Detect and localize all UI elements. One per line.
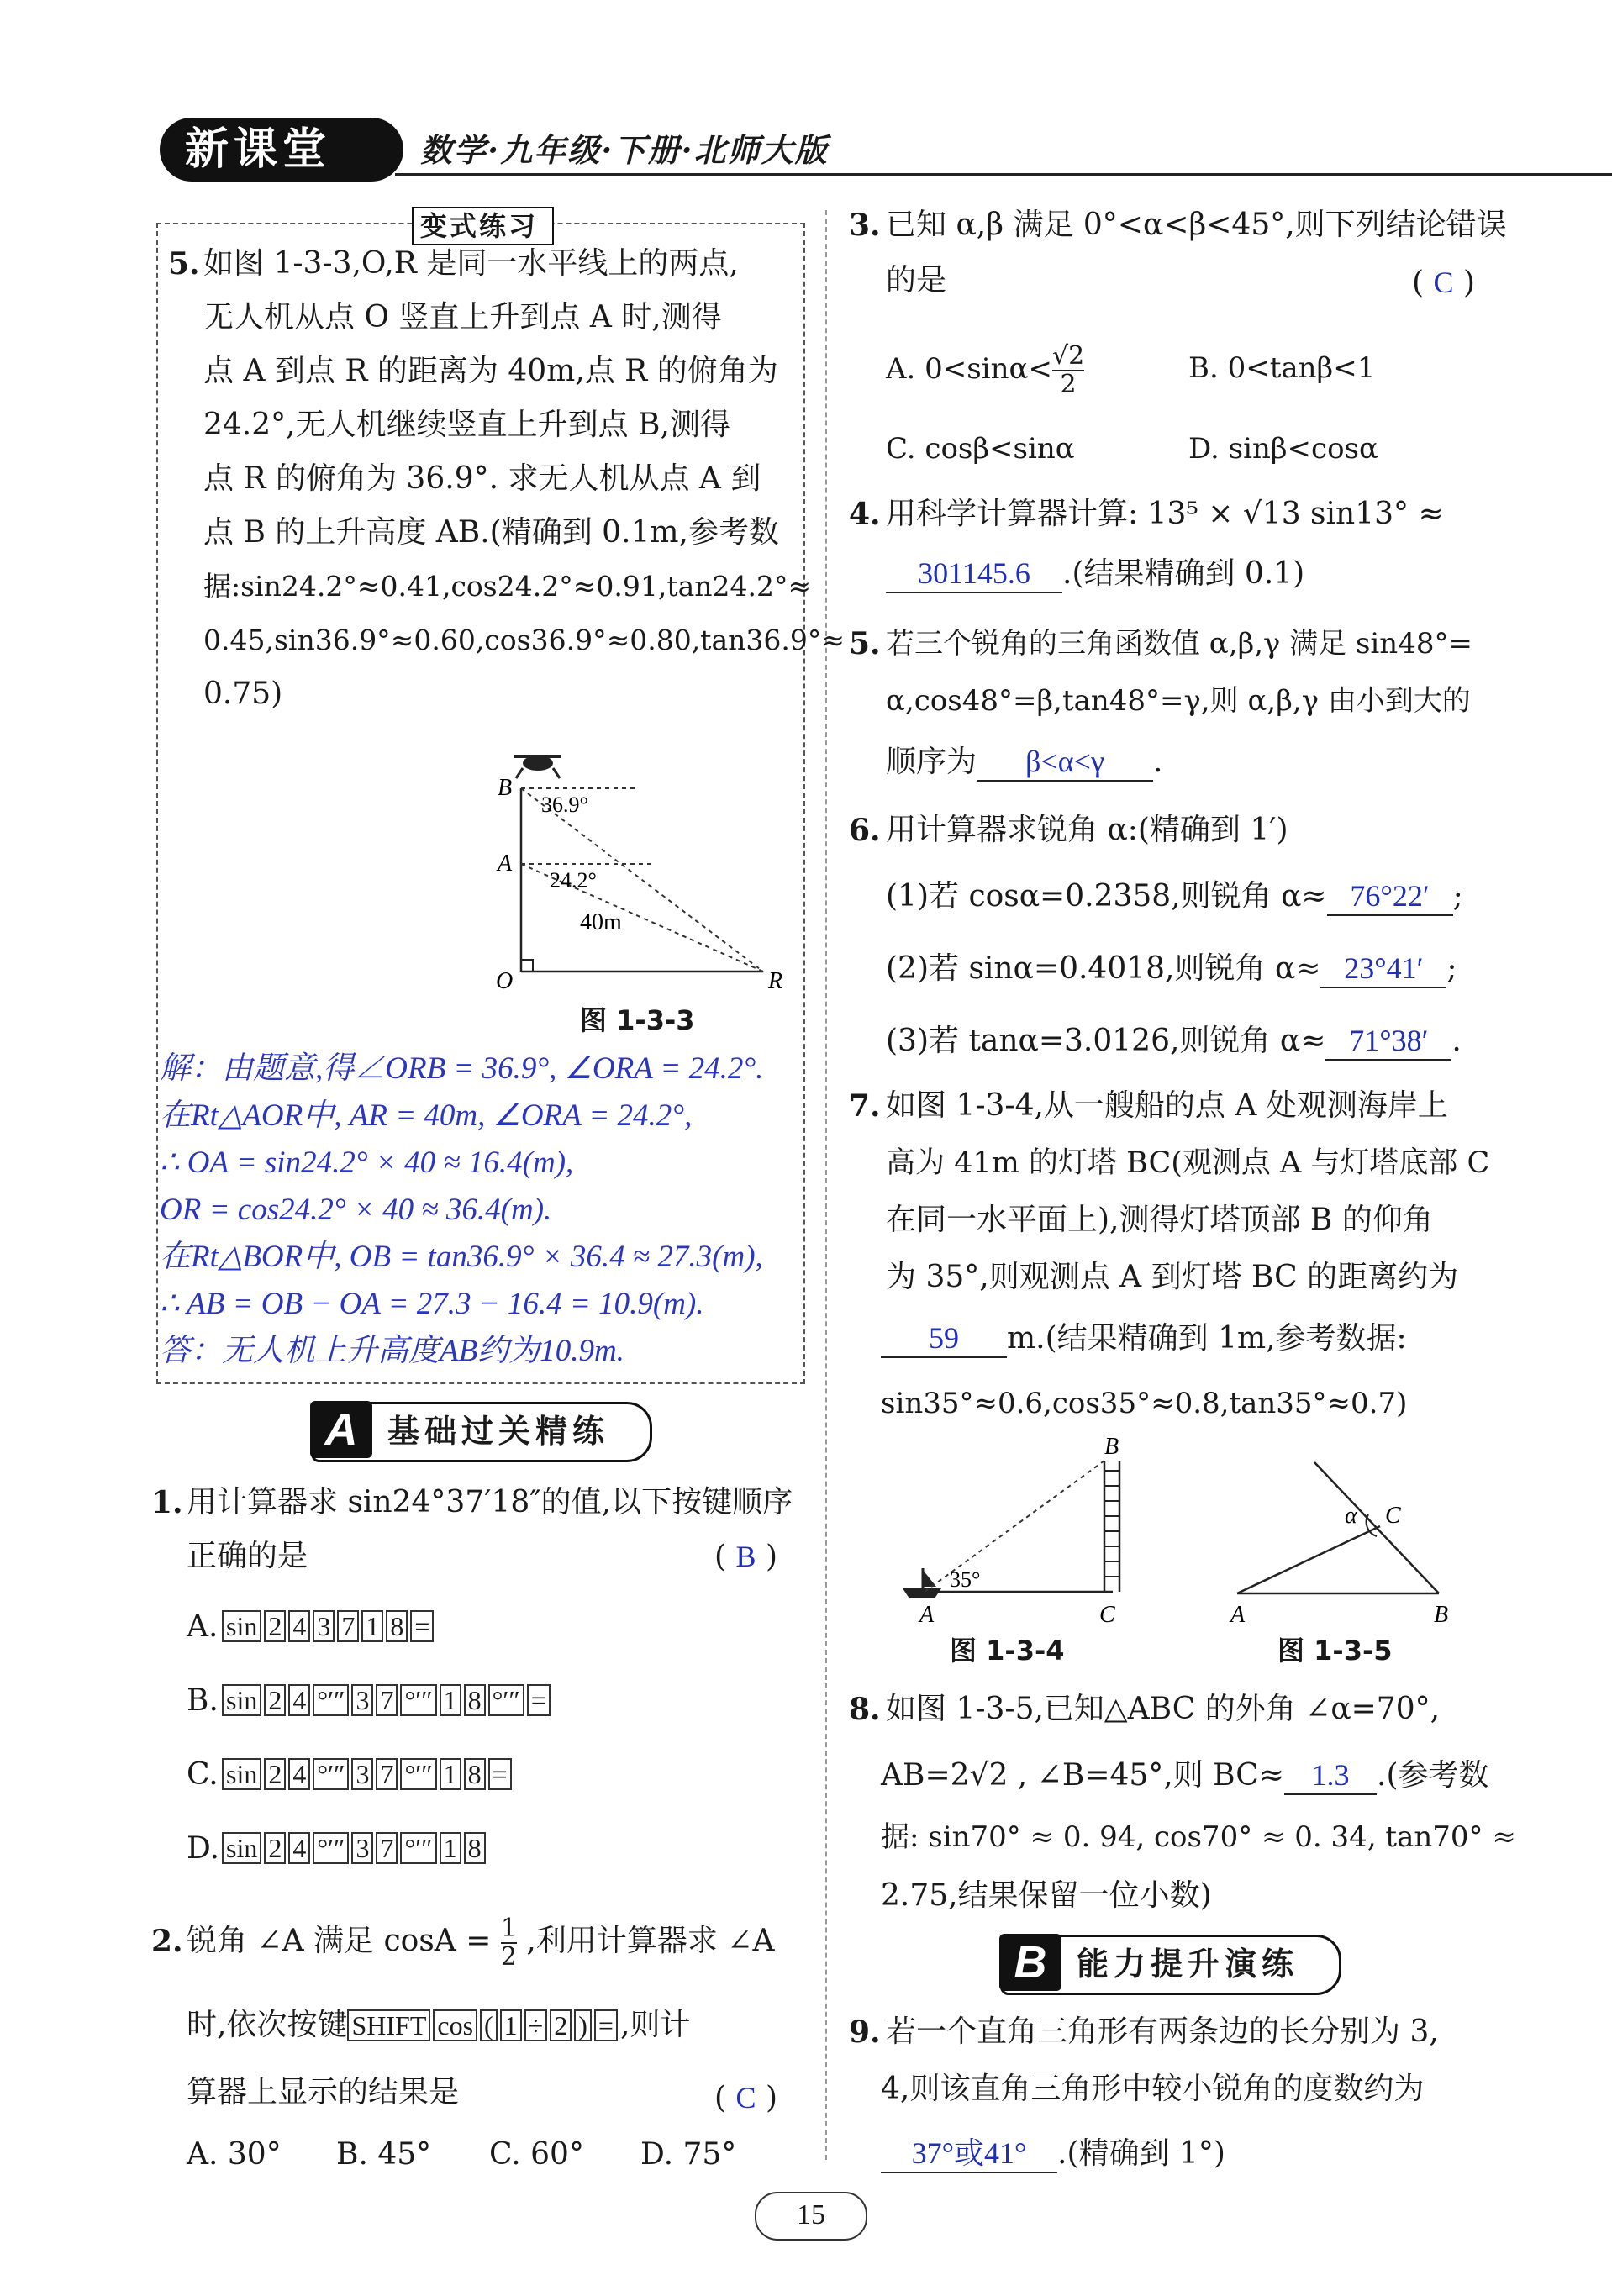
- q8-line2b: .(参考数: [1377, 1758, 1489, 1793]
- figure-1-3-5-caption: 图 1-3-5: [1277, 1635, 1393, 1667]
- left-q5-line: 点 B 的上升高度 AB.(精确到 0.1m,参考数: [203, 515, 780, 550]
- solution-line: 在Rt△AOR中, AR = 40m, ∠ORA = 24.2°,: [160, 1098, 693, 1133]
- q8-line2a: AB=2√2 , ∠B=45°,则 BC≈: [881, 1758, 1285, 1793]
- label-b: B: [1434, 1602, 1449, 1628]
- key: 2: [264, 1684, 286, 1716]
- q2-line2a: 时,依次按键: [187, 2008, 348, 2042]
- q8-answer: 1.3: [1284, 1756, 1377, 1795]
- label-alpha: α: [1345, 1503, 1357, 1529]
- variant-label-text: 变式练习: [420, 210, 539, 242]
- q2-option-c: C. 60°: [489, 2137, 584, 2172]
- key: 8: [464, 1684, 486, 1716]
- q9-number: 9.: [849, 2014, 881, 2050]
- q8-line1: 如图 1-3-5,已知△ABC 的外角 ∠α=70°,: [886, 1692, 1441, 1726]
- q6-item-end: .: [1451, 1024, 1462, 1058]
- key: 1: [440, 1758, 461, 1790]
- figure-1-3-5: [1219, 1446, 1471, 1639]
- q8-number: 8.: [849, 1692, 881, 1727]
- left-q5-line: 点 A 到点 R 的距离为 40m,点 R 的俯角为: [203, 354, 778, 388]
- key: 2: [264, 1832, 286, 1864]
- section-b-badge: B: [999, 1934, 1061, 1991]
- header-subtitle: 数学·九年级·下册·北师大版: [420, 131, 829, 169]
- q2-line3: 算器上显示的结果是: [187, 2075, 460, 2109]
- rq5-number: 5.: [849, 626, 881, 661]
- q4-number: 4.: [849, 497, 881, 532]
- rq5-line1: 若三个锐角的三角函数值 α,β,γ 满足 sin48°=: [886, 627, 1472, 661]
- q2-frac-den: 2: [500, 1942, 517, 1972]
- q2-option-d: D. 75°: [640, 2137, 737, 2172]
- key: 8: [464, 1758, 486, 1790]
- q1-keys: [222, 1832, 488, 1864]
- q6-answer: 23°41′: [1320, 950, 1446, 988]
- q6-item-end: ;: [1446, 951, 1457, 986]
- column-divider: [825, 210, 827, 2160]
- q6-item-3: [886, 1022, 1462, 1061]
- key: ÷: [524, 2009, 548, 2041]
- solution-line: 解：由题意,得∠ORB = 36.9°, ∠ORA = 24.2°.: [160, 1051, 764, 1086]
- key: (: [480, 2009, 498, 2041]
- q2-answer-bracket: ( C ): [714, 2081, 778, 2115]
- rq5-line2: α,cos48°=β,tan48°=γ,则 α,β,γ 由小到大的: [886, 684, 1471, 718]
- q1-option-label: A.: [187, 1609, 219, 1644]
- q7-number: 7.: [849, 1088, 881, 1124]
- page-number-badge: [755, 2192, 867, 2241]
- key: 1: [440, 1684, 461, 1716]
- key: cos: [433, 2009, 477, 2041]
- q1-keys: [222, 1610, 436, 1642]
- q9-line1: 若一个直角三角形有两条边的长分别为 3,: [886, 2014, 1439, 2049]
- key: °′″: [400, 1758, 436, 1790]
- left-q5-line: 0.75): [203, 677, 283, 711]
- q3-answer-bracket: ( C ): [1412, 266, 1476, 300]
- q2-options: [187, 2136, 825, 2173]
- key: 3: [351, 1684, 373, 1716]
- q6-line1: 用计算器求锐角 α:(精确到 1′): [886, 813, 1288, 847]
- key: 4: [288, 1832, 310, 1864]
- key: 7: [376, 1832, 398, 1864]
- q7-line5: [881, 1319, 1407, 1358]
- key: 8: [386, 1610, 408, 1642]
- q8-line3: 据: sin70° ≈ 0. 94, cos70° ≈ 0. 34, tan70° ≈: [881, 1820, 1516, 1854]
- q8-line2: [881, 1756, 1489, 1795]
- key: sin: [222, 1832, 261, 1864]
- q7-line6: sin35°≈0.6,cos35°≈0.8,tan35°≈0.7): [881, 1387, 1408, 1420]
- key: =: [594, 2009, 618, 2041]
- solution-line: ∴ AB = OB − OA = 27.3 − 16.4 = 10.9(m).: [160, 1287, 704, 1321]
- q2-number: 2.: [151, 1924, 183, 1959]
- q2-option-b: B. 45°: [336, 2137, 432, 2172]
- section-b-banner: [1000, 1935, 1341, 1995]
- key: 4: [288, 1610, 310, 1642]
- q1-answer-bracket: ( B ): [714, 1540, 778, 1574]
- key: °′″: [488, 1684, 524, 1716]
- key: 3: [313, 1610, 335, 1642]
- key: 1: [500, 2009, 522, 2041]
- q4-answer: 301145.6: [886, 555, 1062, 593]
- q3-fraction: [1052, 343, 1084, 398]
- section-a-title: 基础过关精练: [387, 1413, 610, 1450]
- angle-24-2: 24.2°: [550, 868, 597, 893]
- q3-frac-den: 2: [1052, 370, 1084, 398]
- key: 3: [351, 1832, 373, 1864]
- q3-option-d: D. sinβ<cosα: [1188, 432, 1378, 466]
- figure-1-3-4-caption: 图 1-3-4: [950, 1635, 1065, 1667]
- key: 4: [288, 1684, 310, 1716]
- q3-line1: 已知 α,β 满足 0°<α<β<45°,则下列结论错误: [886, 208, 1507, 242]
- q6-item-text: (3)若 tanα=3.0126,则锐角 α≈: [886, 1024, 1326, 1058]
- solution-line: OR = cos24.2° × 40 ≈ 36.4(m).: [160, 1193, 552, 1227]
- key: °′″: [313, 1832, 349, 1864]
- solution-line: 答：无人机上升高度AB约为10.9m.: [160, 1334, 624, 1368]
- q6-answer: 71°38′: [1325, 1022, 1451, 1061]
- q3-line2: 的是: [886, 263, 947, 298]
- q1-option-label: C.: [187, 1757, 219, 1792]
- label-a: A: [1230, 1602, 1246, 1628]
- key: °′″: [400, 1684, 436, 1716]
- label-b: B: [498, 775, 513, 801]
- q8-line4: 2.75,结果保留一位小数): [881, 1878, 1212, 1913]
- q1-keys: [222, 1684, 553, 1716]
- q1-number: 1.: [151, 1485, 183, 1520]
- key: 7: [376, 1684, 398, 1716]
- q7-line4: 为 35°,则观测点 A 到灯塔 BC 的距离约为: [886, 1260, 1459, 1294]
- q6-item-text: (1)若 cosα=0.2358,则锐角 α≈: [886, 879, 1327, 914]
- key: °′″: [313, 1684, 349, 1716]
- section-a-badge: A: [310, 1401, 372, 1458]
- key: sin: [222, 1610, 261, 1642]
- key: ): [574, 2009, 592, 2041]
- key: =: [488, 1758, 512, 1790]
- section-b-title: 能力提升演练: [1077, 1946, 1299, 1983]
- key: sin: [222, 1758, 261, 1790]
- header-rule: [395, 173, 1612, 176]
- left-q5-line: 如图 1-3-3,O,R 是同一水平线上的两点,: [203, 246, 739, 281]
- q9-tail: .(精确到 1°): [1057, 2136, 1225, 2171]
- q3-option-c: C. cosβ<sinα: [886, 432, 1075, 466]
- key: 2: [264, 1758, 286, 1790]
- q3-option-a: [886, 331, 1084, 407]
- left-q5-line: 无人机从点 O 竖直上升到点 A 时,测得: [203, 300, 722, 334]
- key: 4: [288, 1758, 310, 1790]
- angle-36-9: 36.9°: [541, 793, 588, 817]
- left-q5-line: 0.45,sin36.9°≈0.60,cos36.9°≈0.80,tan36.9°≈: [203, 624, 845, 656]
- q7-line3: 在同一水平面上),测得灯塔顶部 B 的仰角: [886, 1203, 1433, 1237]
- boat-icon: [903, 1568, 941, 1598]
- key: 7: [376, 1758, 398, 1790]
- q7-line2: 高为 41m 的灯塔 BC(观测点 A 与灯塔底部 C: [886, 1146, 1490, 1180]
- q3-number: 3.: [849, 208, 881, 243]
- q3-option-b: B. 0<tanβ<1: [1188, 351, 1376, 385]
- q6-item-end: ;: [1452, 879, 1463, 914]
- key: =: [410, 1610, 434, 1642]
- q1-option-label: B.: [187, 1683, 219, 1718]
- q4-tail: .(结果精确到 0.1): [1062, 556, 1305, 591]
- q6-item-1: [886, 877, 1463, 916]
- angle-35: 35°: [950, 1567, 981, 1592]
- left-q5-line: 24.2°,无人机继续竖直上升到点 B,测得: [203, 408, 730, 442]
- label-r: R: [768, 968, 783, 994]
- q1-option-label: D.: [187, 1831, 220, 1866]
- key: 2: [264, 1610, 286, 1642]
- q7-line1: 如图 1-3-4,从一艘船的点 A 处观测海岸上: [886, 1088, 1448, 1123]
- q6-item-2: [886, 950, 1457, 988]
- q9-answer: 37°或41°: [881, 2135, 1057, 2173]
- key: 8: [464, 1832, 486, 1864]
- rq5-line3-text: 顺序为: [886, 745, 977, 779]
- figure-1-3-3: [479, 740, 815, 1017]
- key: =: [527, 1684, 551, 1716]
- q7-tail: m.(结果精确到 1m,参考数据:: [1007, 1321, 1407, 1356]
- key: 3: [351, 1758, 373, 1790]
- q3-frac-num: √2: [1051, 341, 1085, 371]
- q6-number: 6.: [849, 813, 881, 848]
- distance-40m: 40m: [580, 909, 622, 935]
- q1-line1: 用计算器求 sin24°37′18″的值,以下按键顺序: [187, 1485, 793, 1519]
- key: sin: [222, 1684, 261, 1716]
- q2-line1a: 锐角 ∠A 满足 cosA =: [187, 1924, 492, 1958]
- label-a: A: [919, 1602, 935, 1628]
- label-c: C: [1385, 1503, 1401, 1529]
- key: 7: [337, 1610, 359, 1642]
- header-logo: [160, 118, 403, 182]
- q6-answer: 76°22′: [1327, 877, 1453, 916]
- figure-1-3-3-caption: 图 1-3-3: [580, 1004, 695, 1036]
- left-q5-number: 5.: [168, 246, 200, 282]
- key: 2: [550, 2009, 572, 2041]
- section-a-banner: [311, 1402, 652, 1462]
- left-q5-line: 点 R 的俯角为 36.9°. 求无人机从点 A 到: [203, 461, 761, 496]
- solution-line: ∴ OA = sin24.2° × 40 ≈ 16.4(m),: [160, 1145, 574, 1180]
- rq5-answer: β<α<γ: [977, 743, 1153, 782]
- q7-answer: 59: [881, 1319, 1007, 1358]
- drone-icon: [514, 756, 561, 778]
- q2-frac-num: 1: [500, 1914, 517, 1943]
- q3-option-a-text: A. 0<sinα<: [886, 352, 1052, 386]
- lighthouse-ladder: [1104, 1461, 1119, 1592]
- q4-line1: 用科学计算器计算: 13⁵ × √13 sin13° ≈: [886, 497, 1444, 531]
- q2-line1b: ,利用计算器求 ∠A: [526, 1924, 775, 1958]
- q2-line2: [187, 2007, 690, 2044]
- q2-fraction: [501, 1915, 517, 1971]
- key: °′″: [400, 1832, 436, 1864]
- q1-answer: B: [735, 1540, 756, 1573]
- page-number: 15: [797, 2199, 825, 2230]
- q6-item-text: (2)若 sinα=0.4018,则锐角 α≈: [886, 951, 1321, 986]
- q9-line2: 4,则该直角三角形中较小锐角的度数约为: [881, 2072, 1425, 2106]
- key: 1: [440, 1832, 461, 1864]
- q2-answer: C: [735, 2081, 756, 2114]
- variant-label: [412, 207, 554, 245]
- q2-option-a: A. 30°: [187, 2137, 282, 2172]
- q2-line2b: ,则计: [619, 2008, 691, 2042]
- side-ac: [1237, 1526, 1380, 1593]
- label-a: A: [498, 850, 513, 877]
- q1-keys: [222, 1758, 514, 1790]
- label-b: B: [1104, 1437, 1119, 1460]
- q2-line1: [187, 1908, 774, 1975]
- label-c: C: [1099, 1602, 1115, 1628]
- left-q5-line: 据:sin24.2°≈0.41,cos24.2°≈0.91,tan24.2°≈: [203, 570, 812, 603]
- key: °′″: [313, 1758, 349, 1790]
- header-logo-text: 新课堂: [185, 124, 332, 175]
- key: 1: [361, 1610, 383, 1642]
- header: [143, 118, 1612, 185]
- q3-answer: C: [1433, 266, 1454, 299]
- solution-line: 在Rt△BOR中, OB = tan36.9° × 36.4 ≈ 27.3(m),: [160, 1240, 763, 1274]
- right-angle-mark: [521, 960, 533, 972]
- q4-line2: [886, 555, 1304, 593]
- rq5-line3: [886, 743, 1162, 782]
- q9-line3: [881, 2135, 1225, 2173]
- figure-1-3-4: [891, 1437, 1177, 1647]
- label-o: O: [496, 968, 514, 994]
- key: SHIFT: [347, 2009, 430, 2041]
- rq5-tail: .: [1153, 745, 1163, 779]
- q1-line2: 正确的是: [187, 1539, 308, 1573]
